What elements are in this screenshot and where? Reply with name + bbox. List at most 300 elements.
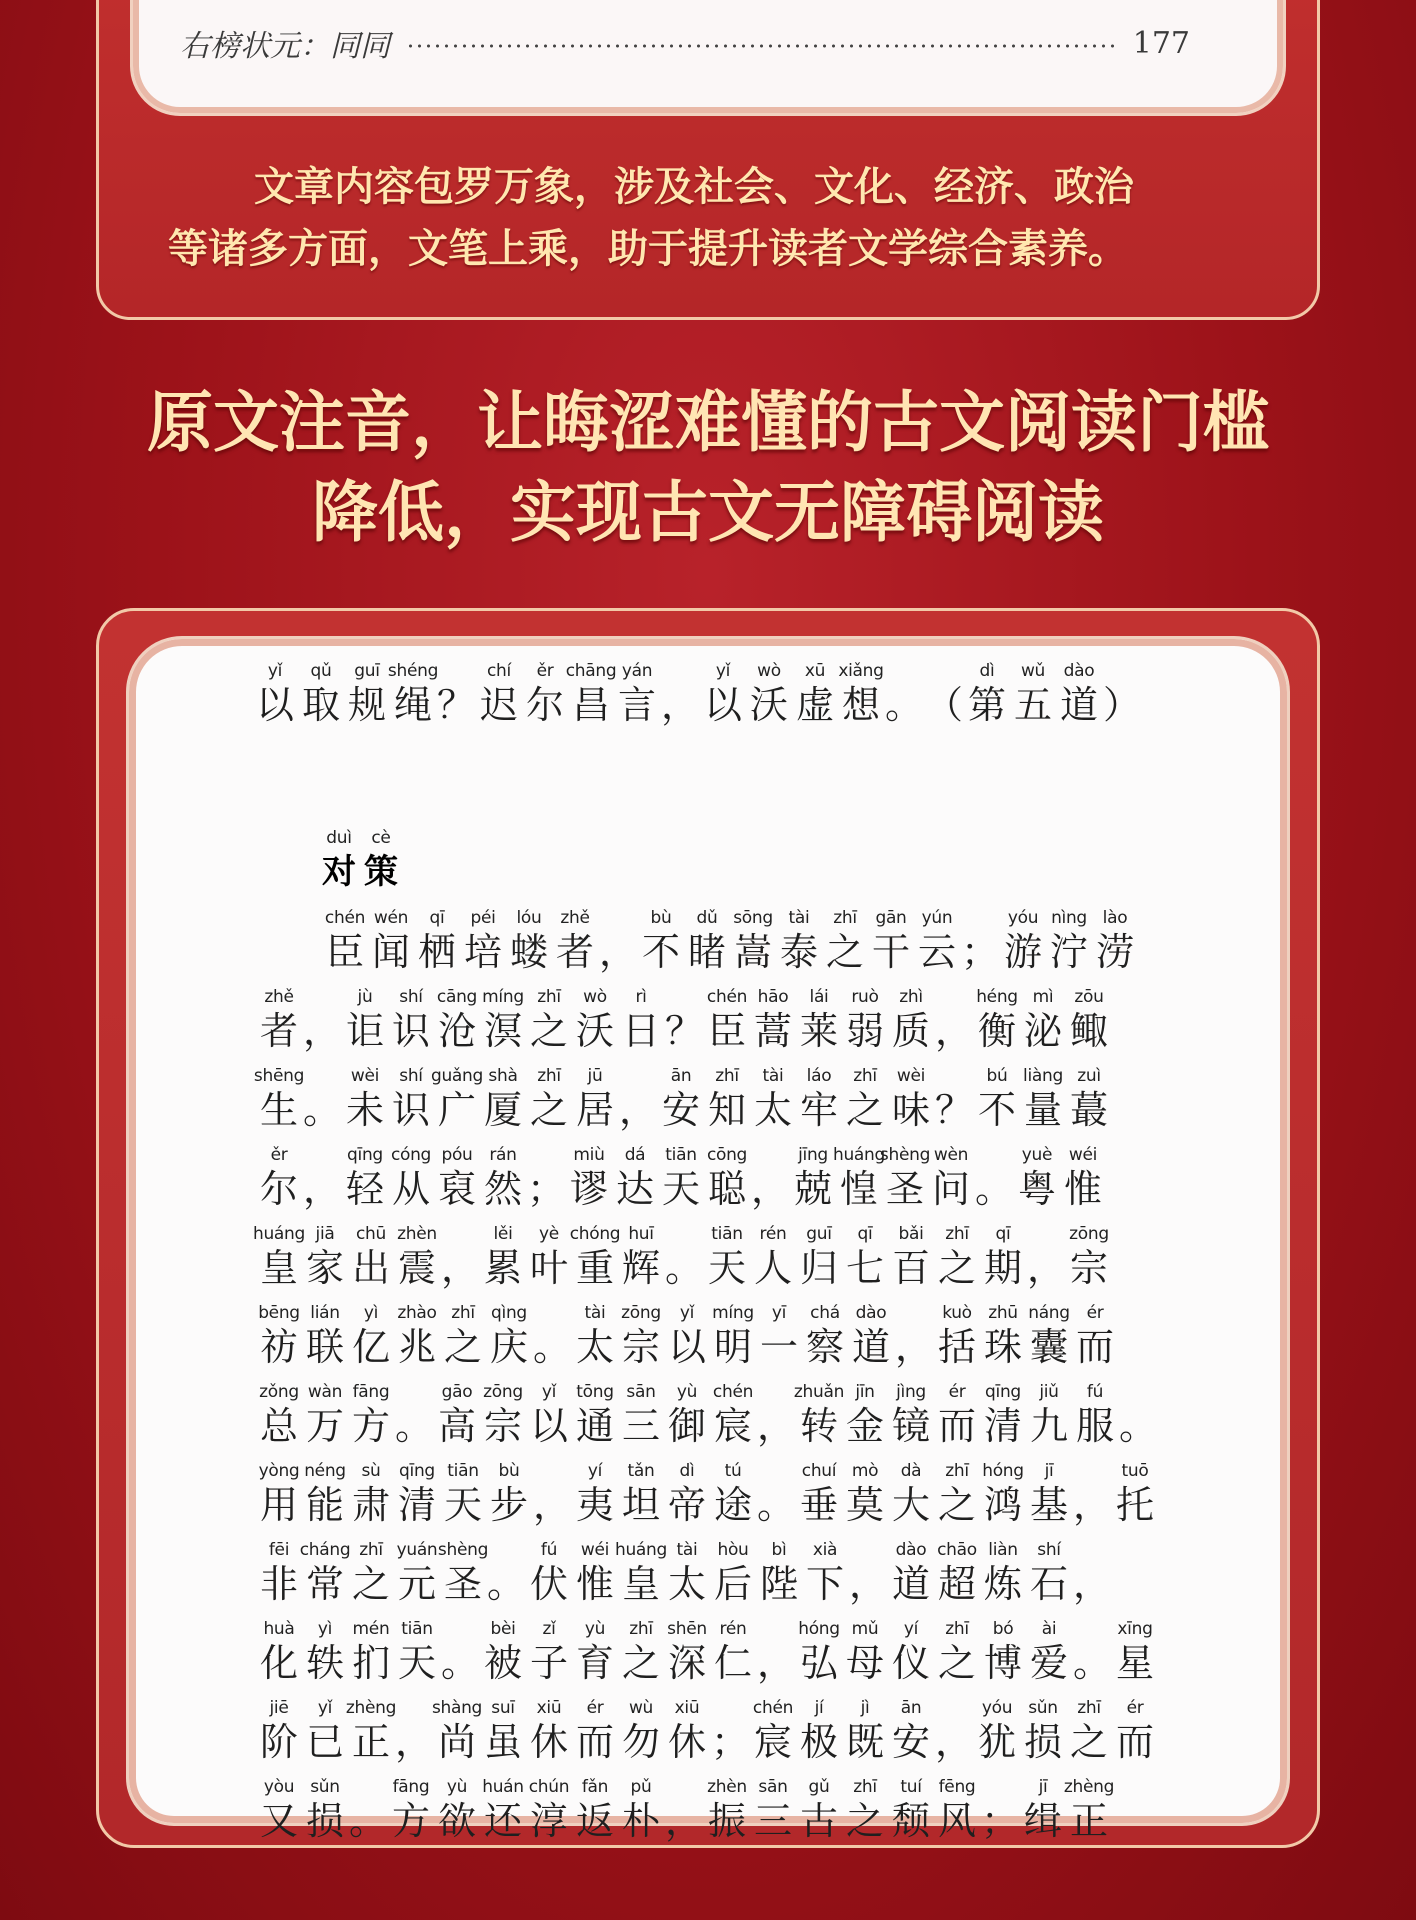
pinyin: tiān xyxy=(665,1145,697,1165)
annotated-character xyxy=(1066,1065,1112,1133)
annotated-character xyxy=(618,1618,664,1686)
toc-entry-title: 右榜状元：同同 xyxy=(180,29,390,64)
pinyin: yí xyxy=(587,1461,603,1481)
hanzi: 夷 xyxy=(575,1483,614,1527)
annotated-character xyxy=(980,1381,1026,1449)
pinyin: tōng xyxy=(576,1382,614,1402)
hanzi: 化 xyxy=(259,1641,298,1685)
hanzi: 之 xyxy=(621,1641,660,1685)
hanzi: 总 xyxy=(259,1404,298,1448)
hanzi: 者 xyxy=(259,1009,298,1053)
annotated-character xyxy=(934,1302,980,1370)
punctuation xyxy=(526,1144,566,1212)
pinyin: yuè xyxy=(1021,1145,1053,1165)
hanzi: 弘 xyxy=(799,1641,838,1685)
hanzi: 惟 xyxy=(575,1562,614,1606)
ruby-line xyxy=(252,660,1172,728)
pinyin: ěr xyxy=(536,661,554,681)
annotated-character xyxy=(974,1065,1020,1133)
annotated-character xyxy=(342,1065,388,1133)
annotated-character xyxy=(974,986,1020,1054)
annotated-character xyxy=(480,1697,526,1765)
pinyin: yù xyxy=(676,1382,698,1402)
pinyin: fú xyxy=(1086,1382,1104,1402)
annotated-character xyxy=(460,907,506,975)
hanzi: 对 xyxy=(322,852,356,892)
annotated-character xyxy=(980,1223,1026,1291)
hanzi: 想 xyxy=(841,683,880,727)
intro-line-1: 文章内容包罗万象，涉及社会、文化、经济、政治 xyxy=(254,164,1134,210)
hanzi: 之 xyxy=(351,1562,390,1606)
hanzi: 泞 xyxy=(1049,930,1088,974)
annotated-character xyxy=(842,1618,888,1686)
pinyin: wǔ xyxy=(1020,661,1046,681)
punctuation xyxy=(1118,1381,1158,1449)
annotated-character xyxy=(888,986,934,1054)
pinyin: zhī xyxy=(537,1066,561,1086)
hanzi: 。 xyxy=(486,1562,525,1606)
hanzi: 惶 xyxy=(839,1167,878,1211)
toc-leader-dots xyxy=(406,44,1117,48)
hanzi: 仪 xyxy=(891,1641,930,1685)
pinyin: xīng xyxy=(1117,1619,1153,1639)
punctuation xyxy=(980,1776,1020,1844)
pinyin: ér xyxy=(1086,1303,1104,1323)
hanzi: 宗 xyxy=(483,1404,522,1448)
hanzi: 尔 xyxy=(259,1167,298,1211)
hanzi: 之 xyxy=(845,1088,884,1132)
pinyin: zhuǎn xyxy=(793,1382,845,1402)
headline-line-1: 原文注音，让晦涩难懂的古文阅读门槛 xyxy=(147,384,1269,461)
hanzi: ， xyxy=(750,1167,789,1211)
annotated-character xyxy=(1072,1381,1118,1449)
annotated-character xyxy=(387,660,439,728)
pinyin: ān xyxy=(670,1066,692,1086)
hanzi: ， xyxy=(934,1720,973,1764)
annotated-character xyxy=(480,986,526,1054)
pinyin: dì xyxy=(979,661,995,681)
hanzi: 沧 xyxy=(437,1009,476,1053)
hanzi: 莫 xyxy=(845,1483,884,1527)
pinyin: duì xyxy=(326,828,352,848)
hanzi: 勿 xyxy=(621,1720,660,1764)
pinyin: sān xyxy=(758,1777,788,1797)
annotated-character xyxy=(614,1539,668,1607)
pinyin: qī xyxy=(857,1224,873,1244)
hanzi: 托 xyxy=(1115,1483,1154,1527)
pinyin: yī xyxy=(771,1303,787,1323)
annotated-character xyxy=(480,1223,526,1291)
hanzi: 绳 xyxy=(393,683,432,727)
pinyin: shí xyxy=(399,1066,423,1086)
annotated-character xyxy=(526,1776,572,1844)
annotated-character xyxy=(348,1618,394,1686)
pinyin: jìng xyxy=(896,1382,926,1402)
pinyin: huī xyxy=(628,1224,654,1244)
hanzi: 涝 xyxy=(1095,930,1134,974)
pinyin: zhèng xyxy=(1063,1777,1115,1797)
hanzi: 正 xyxy=(1069,1799,1108,1843)
pinyin: rén xyxy=(719,1619,747,1639)
pinyin: yè xyxy=(539,1224,559,1244)
hanzi: 高 xyxy=(437,1404,476,1448)
pinyin: chén xyxy=(712,1382,754,1402)
pinyin: jī xyxy=(1038,1777,1048,1797)
pinyin: tú xyxy=(724,1461,742,1481)
annotated-character xyxy=(434,1144,480,1212)
pinyin: cè xyxy=(371,828,391,848)
pinyin: néng xyxy=(304,1461,346,1481)
pinyin: lěi xyxy=(493,1224,513,1244)
pinyin: dì xyxy=(679,1461,695,1481)
hanzi: 子 xyxy=(529,1641,568,1685)
annotated-character xyxy=(368,907,414,975)
hanzi: 皇 xyxy=(621,1562,660,1606)
pinyin: yù xyxy=(584,1619,606,1639)
hanzi: 。 xyxy=(756,1483,795,1527)
hanzi: 。 xyxy=(348,1799,387,1843)
hanzi: 祊 xyxy=(259,1325,298,1369)
annotated-character xyxy=(914,907,960,975)
hanzi: ） xyxy=(1102,683,1141,727)
hanzi: 损 xyxy=(1023,1720,1062,1764)
ruby-line xyxy=(256,1686,1176,1765)
pinyin: jīng xyxy=(798,1145,828,1165)
pinyin: cháng xyxy=(299,1540,351,1560)
annotated-character xyxy=(1020,1065,1066,1133)
pinyin: jū xyxy=(587,1066,603,1086)
annotated-character xyxy=(572,1776,618,1844)
annotated-character xyxy=(710,1618,756,1686)
pinyin: zhī xyxy=(359,1540,383,1560)
hanzi: 聪 xyxy=(707,1167,746,1211)
hanzi: 万 xyxy=(305,1404,344,1448)
hanzi: 臣 xyxy=(707,1009,746,1053)
annotated-character xyxy=(796,1460,842,1528)
pinyin: péi xyxy=(470,908,496,928)
pinyin: cōng xyxy=(706,1145,748,1165)
pinyin: xià xyxy=(812,1540,838,1560)
pinyin: jiē xyxy=(269,1698,289,1718)
headline-line-2: 降低，实现古文无障碍阅读 xyxy=(312,474,1104,551)
hanzi: 惟 xyxy=(1063,1167,1102,1211)
pinyin: huáng xyxy=(614,1540,668,1560)
annotated-character xyxy=(888,1539,934,1607)
annotated-character xyxy=(980,1539,1026,1607)
hanzi: 兆 xyxy=(397,1325,436,1369)
pinyin: dǔ xyxy=(696,908,718,928)
hanzi: ， xyxy=(1072,1562,1111,1606)
punctuation xyxy=(618,1065,658,1133)
hanzi: （ xyxy=(924,683,963,727)
pinyin: liàng xyxy=(1023,1066,1063,1086)
annotated-character xyxy=(394,1539,440,1607)
pinyin: tuō xyxy=(1121,1461,1149,1481)
annotated-character xyxy=(526,1065,572,1133)
punctuation xyxy=(934,1697,974,1765)
annotated-character xyxy=(476,660,522,728)
pinyin: zhèn xyxy=(707,1777,747,1797)
annotated-character xyxy=(888,1776,934,1844)
annotated-character xyxy=(750,1223,796,1291)
hanzi: 天 xyxy=(661,1167,700,1211)
annotated-character xyxy=(572,1697,618,1765)
punctuation xyxy=(1026,1223,1066,1291)
hanzi: 量 xyxy=(1023,1088,1062,1132)
annotated-character xyxy=(348,1460,394,1528)
pinyin: miù xyxy=(573,1145,605,1165)
punctuation xyxy=(756,1381,796,1449)
hanzi: 方 xyxy=(391,1799,430,1843)
hanzi: ， xyxy=(1072,1483,1111,1527)
annotated-character xyxy=(506,907,552,975)
annotated-character xyxy=(842,1381,888,1449)
pinyin: tài xyxy=(788,908,810,928)
hanzi: 。 xyxy=(302,1088,341,1132)
pinyin: mén xyxy=(352,1619,390,1639)
hanzi: 风 xyxy=(937,1799,976,1843)
hanzi: 臣 xyxy=(325,930,364,974)
annotated-character xyxy=(704,1144,750,1212)
passage-first-line xyxy=(252,660,1172,728)
annotated-character xyxy=(750,986,796,1054)
pinyin: bèi xyxy=(490,1619,516,1639)
annotated-character xyxy=(1026,1618,1072,1686)
pinyin: wéi xyxy=(580,1540,610,1560)
hanzi: 游 xyxy=(1003,930,1042,974)
pinyin: shēn xyxy=(667,1619,707,1639)
hanzi: 休 xyxy=(529,1720,568,1764)
pinyin: sù xyxy=(361,1461,381,1481)
pinyin: dào xyxy=(895,1540,927,1560)
pinyin: sōng xyxy=(733,908,773,928)
hanzi: 之 xyxy=(443,1325,482,1369)
annotated-character xyxy=(394,1302,440,1370)
hanzi: 培 xyxy=(463,930,502,974)
pinyin: zhī xyxy=(537,987,561,1007)
pinyin: qìng xyxy=(491,1303,527,1323)
hanzi: 九 xyxy=(1029,1404,1068,1448)
hanzi: 还 xyxy=(483,1799,522,1843)
punctuation xyxy=(756,1460,796,1528)
hanzi: 沃 xyxy=(575,1009,614,1053)
punctuation xyxy=(1102,660,1142,728)
annotated-character xyxy=(700,660,746,728)
pinyin: tài xyxy=(676,1540,698,1560)
pinyin: fāng xyxy=(392,1777,430,1797)
hanzi: 厦 xyxy=(483,1088,522,1132)
hanzi: 之 xyxy=(937,1641,976,1685)
annotated-character xyxy=(522,660,568,728)
pinyin: zhī xyxy=(1077,1698,1101,1718)
hanzi: 知 xyxy=(707,1088,746,1132)
hanzi: ， xyxy=(660,683,699,727)
annotated-character xyxy=(1026,1460,1072,1528)
intro-line-2: 等诸多方面，文笔上乘，助于提升读者文学综合素养。 xyxy=(168,226,1128,272)
hanzi: 。 xyxy=(664,1246,703,1290)
annotated-character xyxy=(526,1223,572,1291)
annotated-character xyxy=(256,1776,302,1844)
hanzi: 太 xyxy=(575,1325,614,1369)
annotated-character xyxy=(480,1618,526,1686)
hanzi: 正 xyxy=(351,1720,390,1764)
pinyin: xū xyxy=(804,661,826,681)
hanzi: ， xyxy=(1026,1246,1065,1290)
hanzi: 而 xyxy=(575,1720,614,1764)
hanzi: ； xyxy=(526,1167,565,1211)
hanzi: ， xyxy=(394,1720,433,1764)
annotated-character xyxy=(388,986,434,1054)
hanzi: ； xyxy=(980,1799,1019,1843)
annotated-character xyxy=(572,1065,618,1133)
annotated-character xyxy=(526,1381,572,1449)
hanzi: 亿 xyxy=(351,1325,390,1369)
hanzi: 百 xyxy=(891,1246,930,1290)
hanzi: 以 xyxy=(255,683,294,727)
pinyin: jiā xyxy=(315,1224,335,1244)
pinyin: zōng xyxy=(483,1382,523,1402)
hanzi: 弱 xyxy=(845,1009,884,1053)
pinyin: mì xyxy=(1032,987,1054,1007)
pinyin: liàn xyxy=(988,1540,1018,1560)
annotated-character xyxy=(572,1539,618,1607)
annotated-character xyxy=(552,907,598,975)
pinyin: yòu xyxy=(263,1777,295,1797)
annotated-character xyxy=(756,1539,802,1607)
hanzi: 伏 xyxy=(529,1562,568,1606)
punctuation xyxy=(710,1697,750,1765)
pinyin: shèng xyxy=(437,1540,489,1560)
hanzi: 辉 xyxy=(621,1246,660,1290)
hanzi: 。 xyxy=(1072,1641,1111,1685)
annotated-character xyxy=(710,1460,756,1528)
annotated-character xyxy=(664,1381,710,1449)
hanzi: 之 xyxy=(529,1088,568,1132)
annotated-character xyxy=(1066,1697,1112,1765)
hanzi: 天 xyxy=(443,1483,482,1527)
pinyin: zhào xyxy=(397,1303,437,1323)
pinyin: shàng xyxy=(431,1698,483,1718)
hanzi: 。 xyxy=(974,1167,1013,1211)
hanzi: 鸿 xyxy=(983,1483,1022,1527)
hanzi: 宸 xyxy=(713,1404,752,1448)
hanzi: 味 xyxy=(891,1088,930,1132)
annotated-character xyxy=(348,1381,394,1449)
annotated-character xyxy=(440,1460,486,1528)
pinyin: sǔn xyxy=(310,1777,340,1797)
pinyin: chāo xyxy=(937,1540,977,1560)
pinyin: zhě xyxy=(264,987,294,1007)
annotated-character xyxy=(684,907,730,975)
annotated-character xyxy=(756,1302,802,1370)
annotated-character xyxy=(565,660,617,728)
annotated-character xyxy=(790,1144,836,1212)
annotated-character xyxy=(928,1144,974,1212)
hanzi: 镜 xyxy=(891,1404,930,1448)
hanzi: 犹 xyxy=(977,1720,1016,1764)
annotated-character xyxy=(1066,986,1112,1054)
hanzi: 太 xyxy=(753,1088,792,1132)
hanzi: 牢 xyxy=(799,1088,838,1132)
hanzi: ？ xyxy=(436,683,475,727)
punctuation xyxy=(302,1065,342,1133)
pinyin: sān xyxy=(626,1382,656,1402)
hanzi: 家 xyxy=(305,1246,344,1290)
annotated-character xyxy=(414,907,460,975)
annotated-character xyxy=(618,1302,664,1370)
annotated-character xyxy=(342,1144,388,1212)
annotated-character xyxy=(430,1065,484,1133)
pinyin: tiān xyxy=(711,1224,743,1244)
headline xyxy=(0,378,1416,558)
ruby-line xyxy=(318,816,402,895)
hanzi: 步 xyxy=(489,1483,528,1527)
passage-body xyxy=(252,896,1176,1844)
hanzi: ？ xyxy=(664,1009,703,1053)
pinyin: zuì xyxy=(1077,1066,1101,1086)
hanzi: 轶 xyxy=(305,1641,344,1685)
pinyin: zhī xyxy=(945,1619,969,1639)
annotated-character xyxy=(868,907,914,975)
annotated-character xyxy=(888,1460,934,1528)
hanzi: 道 xyxy=(1059,683,1098,727)
pinyin: náng xyxy=(1028,1303,1070,1323)
annotated-character xyxy=(888,1697,934,1765)
hanzi: 被 xyxy=(483,1641,522,1685)
hanzi: 又 xyxy=(259,1799,298,1843)
hanzi: ， xyxy=(532,1483,571,1527)
annotated-character xyxy=(1112,1618,1158,1686)
annotated-character xyxy=(322,907,368,975)
pinyin: qī xyxy=(429,908,445,928)
pinyin: zōu xyxy=(1074,987,1104,1007)
pinyin: yí xyxy=(903,1619,919,1639)
hanzi: 星 xyxy=(1115,1641,1154,1685)
hanzi: 。 xyxy=(532,1325,571,1369)
pinyin: lào xyxy=(1102,908,1128,928)
pinyin: hóng xyxy=(798,1619,840,1639)
punctuation xyxy=(1072,1539,1112,1607)
section-heading xyxy=(318,816,402,895)
hanzi: 缉 xyxy=(1023,1799,1062,1843)
pinyin: shà xyxy=(488,1066,518,1086)
intro-text xyxy=(150,156,1266,280)
pinyin: yóu xyxy=(981,1698,1013,1718)
punctuation xyxy=(660,660,700,728)
hanzi: 括 xyxy=(937,1325,976,1369)
pinyin: zhī xyxy=(629,1619,653,1639)
pinyin: héng xyxy=(976,987,1018,1007)
hanzi: 衡 xyxy=(977,1009,1016,1053)
annotated-character xyxy=(750,1776,796,1844)
annotated-character xyxy=(360,827,402,895)
pinyin: zhèng xyxy=(345,1698,397,1718)
pinyin: tiān xyxy=(447,1461,479,1481)
punctuation xyxy=(394,1697,434,1765)
pinyin: wèi xyxy=(896,1066,926,1086)
pinyin: suī xyxy=(491,1698,515,1718)
pinyin: huáng xyxy=(252,1224,306,1244)
pinyin: rén xyxy=(759,1224,787,1244)
annotated-character xyxy=(302,1618,348,1686)
pinyin: jī xyxy=(1044,1461,1054,1481)
hanzi: 之 xyxy=(1069,1720,1108,1764)
hanzi: ， xyxy=(934,1009,973,1053)
pinyin: huáng xyxy=(832,1145,886,1165)
hanzi: 之 xyxy=(937,1246,976,1290)
pinyin: dào xyxy=(855,1303,887,1323)
hanzi: 泌 xyxy=(1023,1009,1062,1053)
